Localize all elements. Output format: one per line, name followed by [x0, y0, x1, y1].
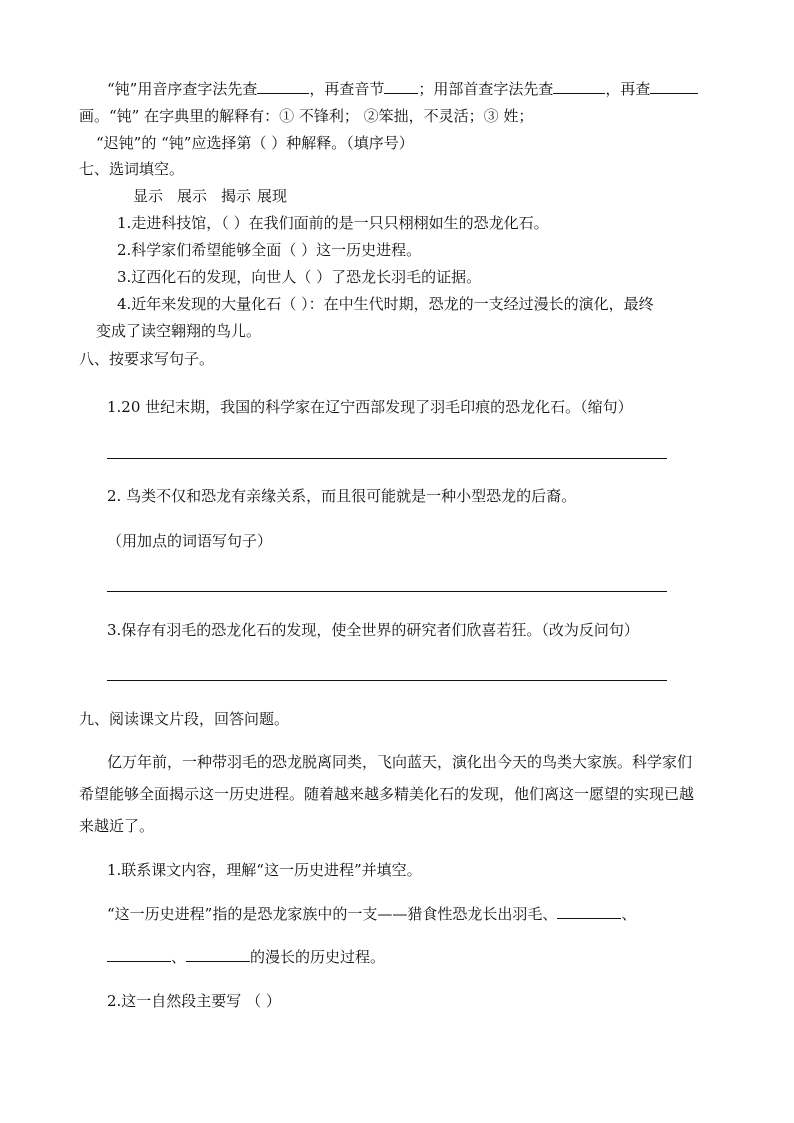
section7-item-1: 1.走进科技馆，（ ）在我们面前的是一只只栩栩如生的恐龙化石。: [117, 214, 549, 232]
word-bank: [133, 186, 287, 206]
dun-text-c: ；用部首查字法先查: [418, 80, 554, 98]
passage-line-1: 亿万年前，一种带羽毛的恐龙脱离同类，飞向蓝天，演化出今天的鸟类大家族。科学家们: [107, 753, 693, 771]
blank-radical[interactable]: [553, 79, 605, 94]
answer-line-3[interactable]: [107, 680, 667, 681]
blank-initial[interactable]: [257, 79, 309, 94]
section8-title: 八、按要求写句子。: [79, 350, 215, 368]
section9-q1: 1.联系课文内容，理解“这一历史进程”并填空。: [107, 861, 422, 879]
section8-q2-note: （用加点的词语写句子）: [107, 532, 273, 550]
blank-strokes[interactable]: [650, 79, 698, 94]
dun-text-b: ，再查音节: [309, 80, 385, 98]
blank-syllable[interactable]: [384, 79, 418, 94]
fill-text-b: 、: [621, 905, 637, 923]
fill-text-c: 、: [171, 948, 187, 966]
word-3: 揭示: [221, 187, 252, 205]
section7-item-3: 3.辽西化石的发现，向世人（ ）了恐龙长羽毛的证据。: [117, 268, 482, 286]
word-2: 展示: [177, 187, 208, 205]
section7-item-2: 2.科学家们希望能够全面（ ）这一历史进程。: [117, 241, 422, 259]
word-4: 展现: [257, 187, 288, 205]
answer-line-1[interactable]: [107, 458, 667, 459]
section8-q3: 3.保存有羽毛的恐龙化石的发现，使全世界的研究者们欣喜若狂。（改为反问句）: [107, 621, 639, 639]
section8-q1: 1.20 世纪末期，我国的科学家在辽宁西部发现了羽毛印痕的恐龙化石。（缩句）: [107, 398, 633, 416]
section9-title: 九、阅读课文片段，回答问题。: [79, 710, 290, 728]
fill-text-a: “这一历史进程”指的是恐龙家族中的一支——猎食性恐龙长出羽毛、: [107, 905, 558, 923]
section9-q2: 2.这一自然段主要写 （ ）: [107, 992, 281, 1010]
dun-line-1: [107, 79, 698, 99]
dun-text-d: ，再查: [605, 80, 651, 98]
passage-line-2: 希望能够全面揭示这一历史进程。随着越来越多精美化石的发现，他们离这一愿望的实现已越: [79, 785, 695, 803]
section8-q2: 2. 鸟类不仅和恐龙有亲缘关系，而且很可能就是一种小型恐龙的后裔。: [107, 487, 577, 505]
section9-q1-fill-line-1: [107, 904, 636, 924]
answer-line-2[interactable]: [107, 591, 667, 592]
dun-text-a: “钝”用音序查字法先查: [107, 80, 258, 98]
section9-q1-fill-line-2: [107, 947, 385, 967]
blank-stage-1[interactable]: [557, 904, 621, 919]
dun-line-3: “迟钝”的 “钝”应选择第（ ）种解释。（填序号）: [96, 134, 414, 152]
fill-text-d: 的漫长的历史过程。: [250, 948, 386, 966]
section7-title: 七、选词填空。: [79, 160, 185, 178]
section7-item-4: 4.近年来发现的大量化石（ ）：在中生代时期，恐龙的一支经过漫长的演化，最终: [117, 295, 654, 313]
passage-line-3: 来越近了。: [79, 817, 155, 835]
section7-item-4-cont: 变成了读空翱翔的鸟儿。: [96, 322, 262, 340]
word-1: 显示: [133, 187, 164, 205]
blank-stage-3[interactable]: [186, 947, 250, 962]
dun-line-2: 画。“钝” 在字典里的解释有：① 不锋利； ②笨拙，不灵活；③ 姓；: [79, 107, 534, 125]
blank-stage-2[interactable]: [107, 947, 171, 962]
